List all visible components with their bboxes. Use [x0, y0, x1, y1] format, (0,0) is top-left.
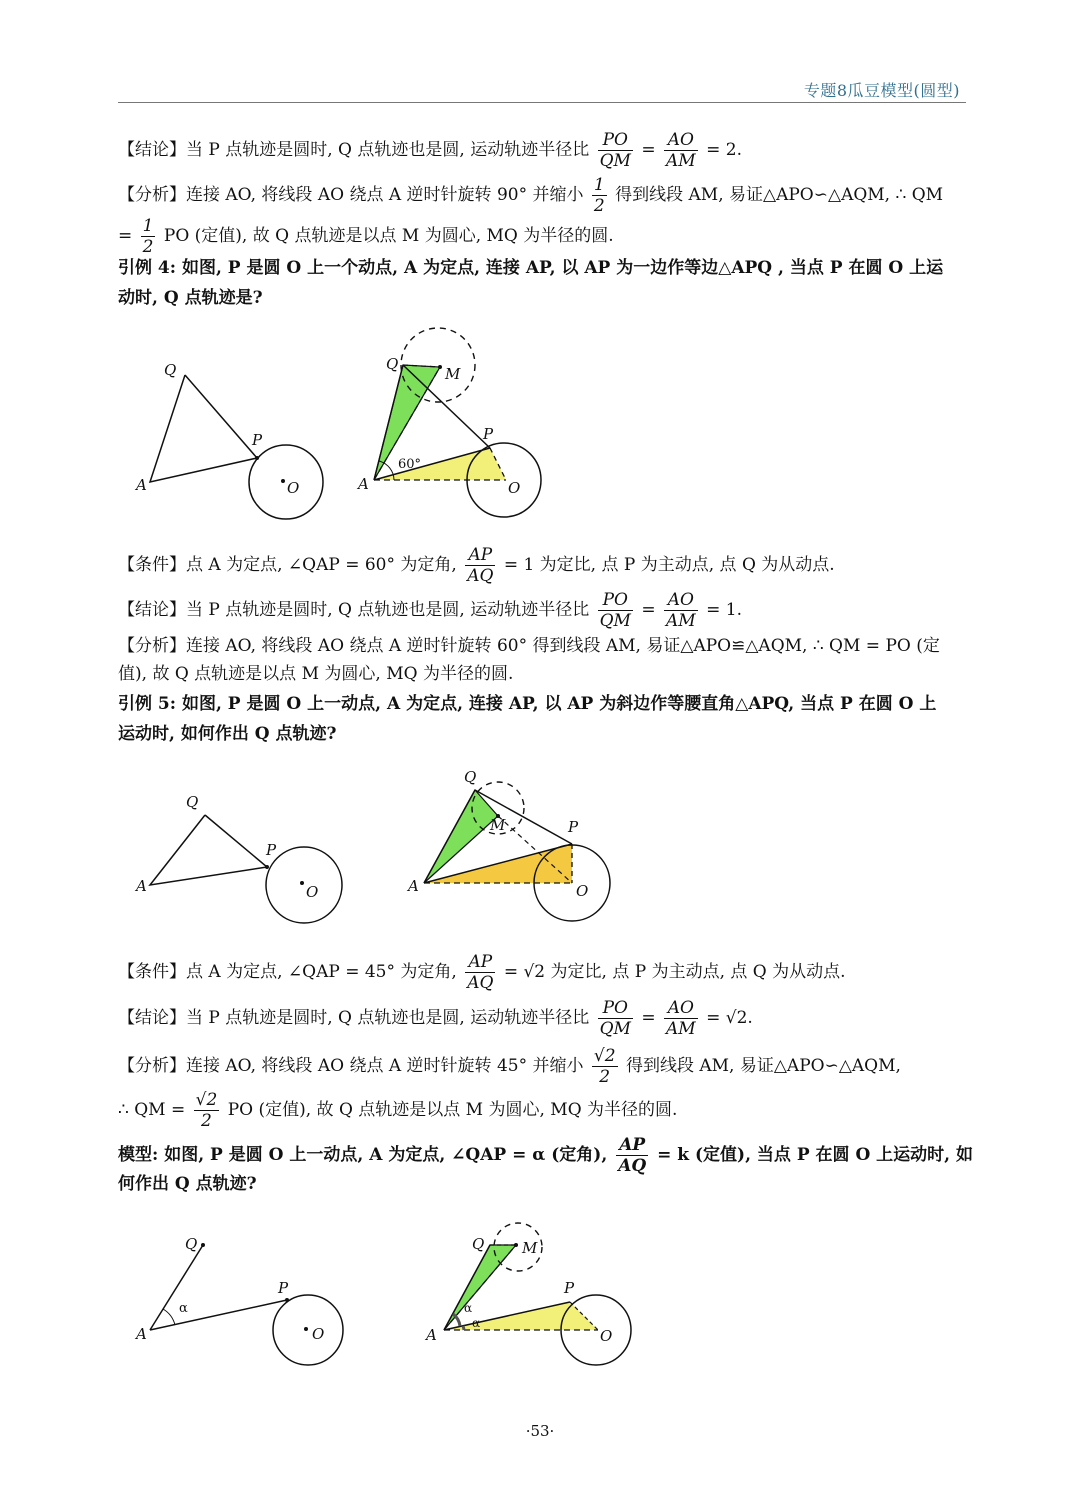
header-title: 专题8瓜豆模型(圆型)	[803, 81, 960, 100]
fraction-root2-2b: $\frac{√2}{2}$	[195, 1090, 218, 1131]
s3-conclusion: 【结论】当 P 点轨迹是圆时, Q 点轨迹也是圆, 运动轨迹半径比 $\frac{PO}{QM}$ = $\frac{AO}{AM}$ = 2.	[118, 130, 742, 171]
label-p: P	[252, 431, 263, 449]
label-m: M	[445, 365, 461, 383]
segment-aq	[150, 1245, 203, 1330]
ex4-conclusion: 【结论】当 P 点轨迹是圆时, Q 点轨迹也是圆, 运动轨迹半径比 $\frac{PO}{QM}$ = $\frac{AO}{AM}$ = 1.	[118, 590, 742, 631]
segment-aq	[444, 1245, 490, 1330]
label-q: Q	[164, 361, 177, 379]
center-o-dot	[304, 1327, 308, 1331]
label-o: O	[600, 1327, 613, 1345]
angle-arc-1	[453, 1314, 460, 1326]
ex5-left-svg	[130, 785, 360, 945]
label-q: Q	[186, 793, 199, 811]
label-q: Q	[472, 1235, 485, 1253]
ex5-analysis-line1: 【分析】连接 AO, 将线段 AO 绕点 A 逆时针旋转 45° 并缩小 $\frac{√2}{2}$ 得到线段 AM, 易证△APO∽△AQM,	[118, 1046, 901, 1087]
angle-arc-2	[463, 1326, 464, 1330]
label-a: A	[136, 1325, 147, 1343]
ex5-figure-left	[130, 785, 360, 949]
fraction-ap-aq: $\frac{AP}{AQ}$	[467, 952, 494, 993]
ex4-right-svg	[350, 325, 570, 525]
ex4-figure-left	[130, 350, 360, 534]
ex5-title-line2: 运动时, 如何作出 Q 点轨迹?	[118, 724, 337, 744]
ex4-analysis-line1: 【分析】连接 AO, 将线段 AO 绕点 A 逆时针旋转 60° 得到线段 AM, 易证△APO≌△AQM, ∴ QM = PO (定	[118, 636, 940, 656]
point-q-dot	[201, 1243, 205, 1247]
bracket-label: 【结论】	[118, 140, 186, 160]
point-p-dot	[285, 1298, 289, 1302]
fraction-half: $\frac{1}{2}$	[593, 175, 605, 216]
ex4-condition: 【条件】点 A 为定点, ∠QAP = 60° 为定角, $\frac{AP}{AQ}$ = 1 为定比, 点 P 为主动点, 点 Q 为从动点.	[118, 545, 835, 586]
ex4-title-line2: 动时, Q 点轨迹是?	[118, 288, 263, 308]
label-o: O	[312, 1325, 325, 1343]
model-line1: 模型: 如图, P 是圆 O 上一动点, A 为定点, ∠QAP = α (定角), $\frac{AP}{AQ}$ = k (定值), 当点 P 在圆 O 上运动时, 如	[118, 1135, 974, 1176]
ex5-conclusion: 【结论】当 P 点轨迹是圆时, Q 点轨迹也是圆, 运动轨迹半径比 $\frac{PO}{QM}$ = $\frac{AO}{AM}$ = √2.	[118, 998, 753, 1039]
alpha-label: α	[179, 1301, 188, 1316]
page-header	[118, 76, 966, 103]
label-q: Q	[386, 355, 399, 373]
fraction-root2-2: $\frac{√2}{2}$	[593, 1046, 616, 1087]
ex4-left-svg	[130, 350, 360, 530]
label-p: P	[266, 841, 277, 859]
ex4-title-line1: 引例 4: 如图, P 是圆 O 上一个动点, A 为定点, 连接 AP, 以 AP 为一边作等边△APQ , 当点 P 在圆 O 上运	[118, 258, 944, 278]
fraction-ao-am: $\frac{AO}{AM}$	[666, 590, 696, 631]
ex4-analysis-line2: 值), 故 Q 点轨迹是以点 M 为圆心, MQ 为半径的圆.	[118, 664, 514, 684]
model-line2: 何作出 Q 点轨迹?	[118, 1174, 257, 1194]
fraction-po-qm: $\frac{PO}{QM}$	[599, 130, 631, 171]
point-m-dot	[514, 1243, 518, 1247]
angle-arc	[163, 1309, 175, 1325]
label-o: O	[287, 479, 300, 497]
label-a: A	[408, 877, 419, 895]
center-o-dot	[300, 881, 304, 885]
label-p: P	[483, 425, 494, 443]
label-p: P	[568, 818, 579, 836]
conclusion-text: 当 P 点轨迹是圆时, Q 点轨迹也是圆, 运动轨迹半径比	[186, 140, 590, 160]
fraction-ap-aq: $\frac{AP}{AQ}$	[467, 545, 494, 586]
s3-analysis-line2: = $\frac{1}{2}$ PO (定值), 故 Q 点轨迹是以点 M 为圆心, MQ 为半径的圆.	[118, 216, 614, 257]
circle-o	[266, 847, 342, 923]
label-o: O	[576, 882, 589, 900]
point-p-dot	[255, 456, 259, 460]
label-p: P	[278, 1279, 289, 1297]
model-figure-left	[130, 1225, 360, 1379]
label-o: O	[508, 479, 521, 497]
label-p: P	[564, 1279, 575, 1297]
model-right-svg	[420, 1215, 650, 1380]
model-figure-right	[420, 1215, 650, 1384]
fraction-po-qm: $\frac{PO}{QM}$	[599, 998, 631, 1039]
fraction-half-2: $\frac{1}{2}$	[142, 216, 154, 257]
label-q: Q	[185, 1235, 198, 1253]
label-m: M	[490, 816, 506, 834]
page-number: ·53·	[525, 1422, 555, 1440]
ex5-title-line1: 引例 5: 如图, P 是圆 O 上一动点, A 为定点, 连接 AP, 以 AP 为斜边作等腰直角△APQ, 当点 P 在圆 O 上	[118, 694, 937, 714]
triangle-apq	[150, 375, 257, 482]
label-o: O	[306, 883, 319, 901]
circle-o	[273, 1295, 343, 1365]
fraction-ao-am: $\frac{AO}{AM}$	[666, 130, 696, 171]
ex5-condition: 【条件】点 A 为定点, ∠QAP = 45° 为定角, $\frac{AP}{AQ}$ = √2 为定比, 点 P 为主动点, 点 Q 为从动点.	[118, 952, 846, 993]
alpha-label-1: α	[464, 1301, 473, 1315]
label-q: Q	[464, 768, 477, 786]
ex5-analysis-line2: ∴ QM = $\frac{√2}{2}$ PO (定值), 故 Q 点轨迹是以点 M 为圆心, MQ 为半径的圆.	[118, 1090, 678, 1131]
label-a: A	[358, 475, 369, 493]
s3-analysis-line1: 【分析】连接 AO, 将线段 AO 绕点 A 逆时针旋转 90° 并缩小 $\frac{1}{2}$ 得到线段 AM, 易证△APO∽△AQM, ∴ QM	[118, 175, 944, 216]
label-a: A	[136, 877, 147, 895]
point-m-dot	[438, 365, 442, 369]
label-a: A	[136, 476, 147, 494]
label-a: A	[426, 1326, 437, 1344]
triangle-apq	[150, 815, 267, 885]
fraction-po-qm: $\frac{PO}{QM}$	[599, 590, 631, 631]
ex4-figure-right	[350, 325, 570, 529]
ex5-right-svg	[400, 760, 630, 940]
center-o-dot	[281, 479, 285, 483]
fraction-ap-aq: $\frac{AP}{AQ}$	[618, 1135, 647, 1176]
label-m: M	[522, 1239, 538, 1257]
fraction-ao-am: $\frac{AO}{AM}$	[666, 998, 696, 1039]
alpha-label-2: α	[472, 1316, 481, 1330]
angle-label: 60°	[398, 457, 422, 472]
ex5-figure-right	[400, 760, 630, 944]
circle-o	[249, 445, 323, 519]
point-p-dot	[265, 865, 269, 869]
model-left-svg	[130, 1225, 360, 1375]
